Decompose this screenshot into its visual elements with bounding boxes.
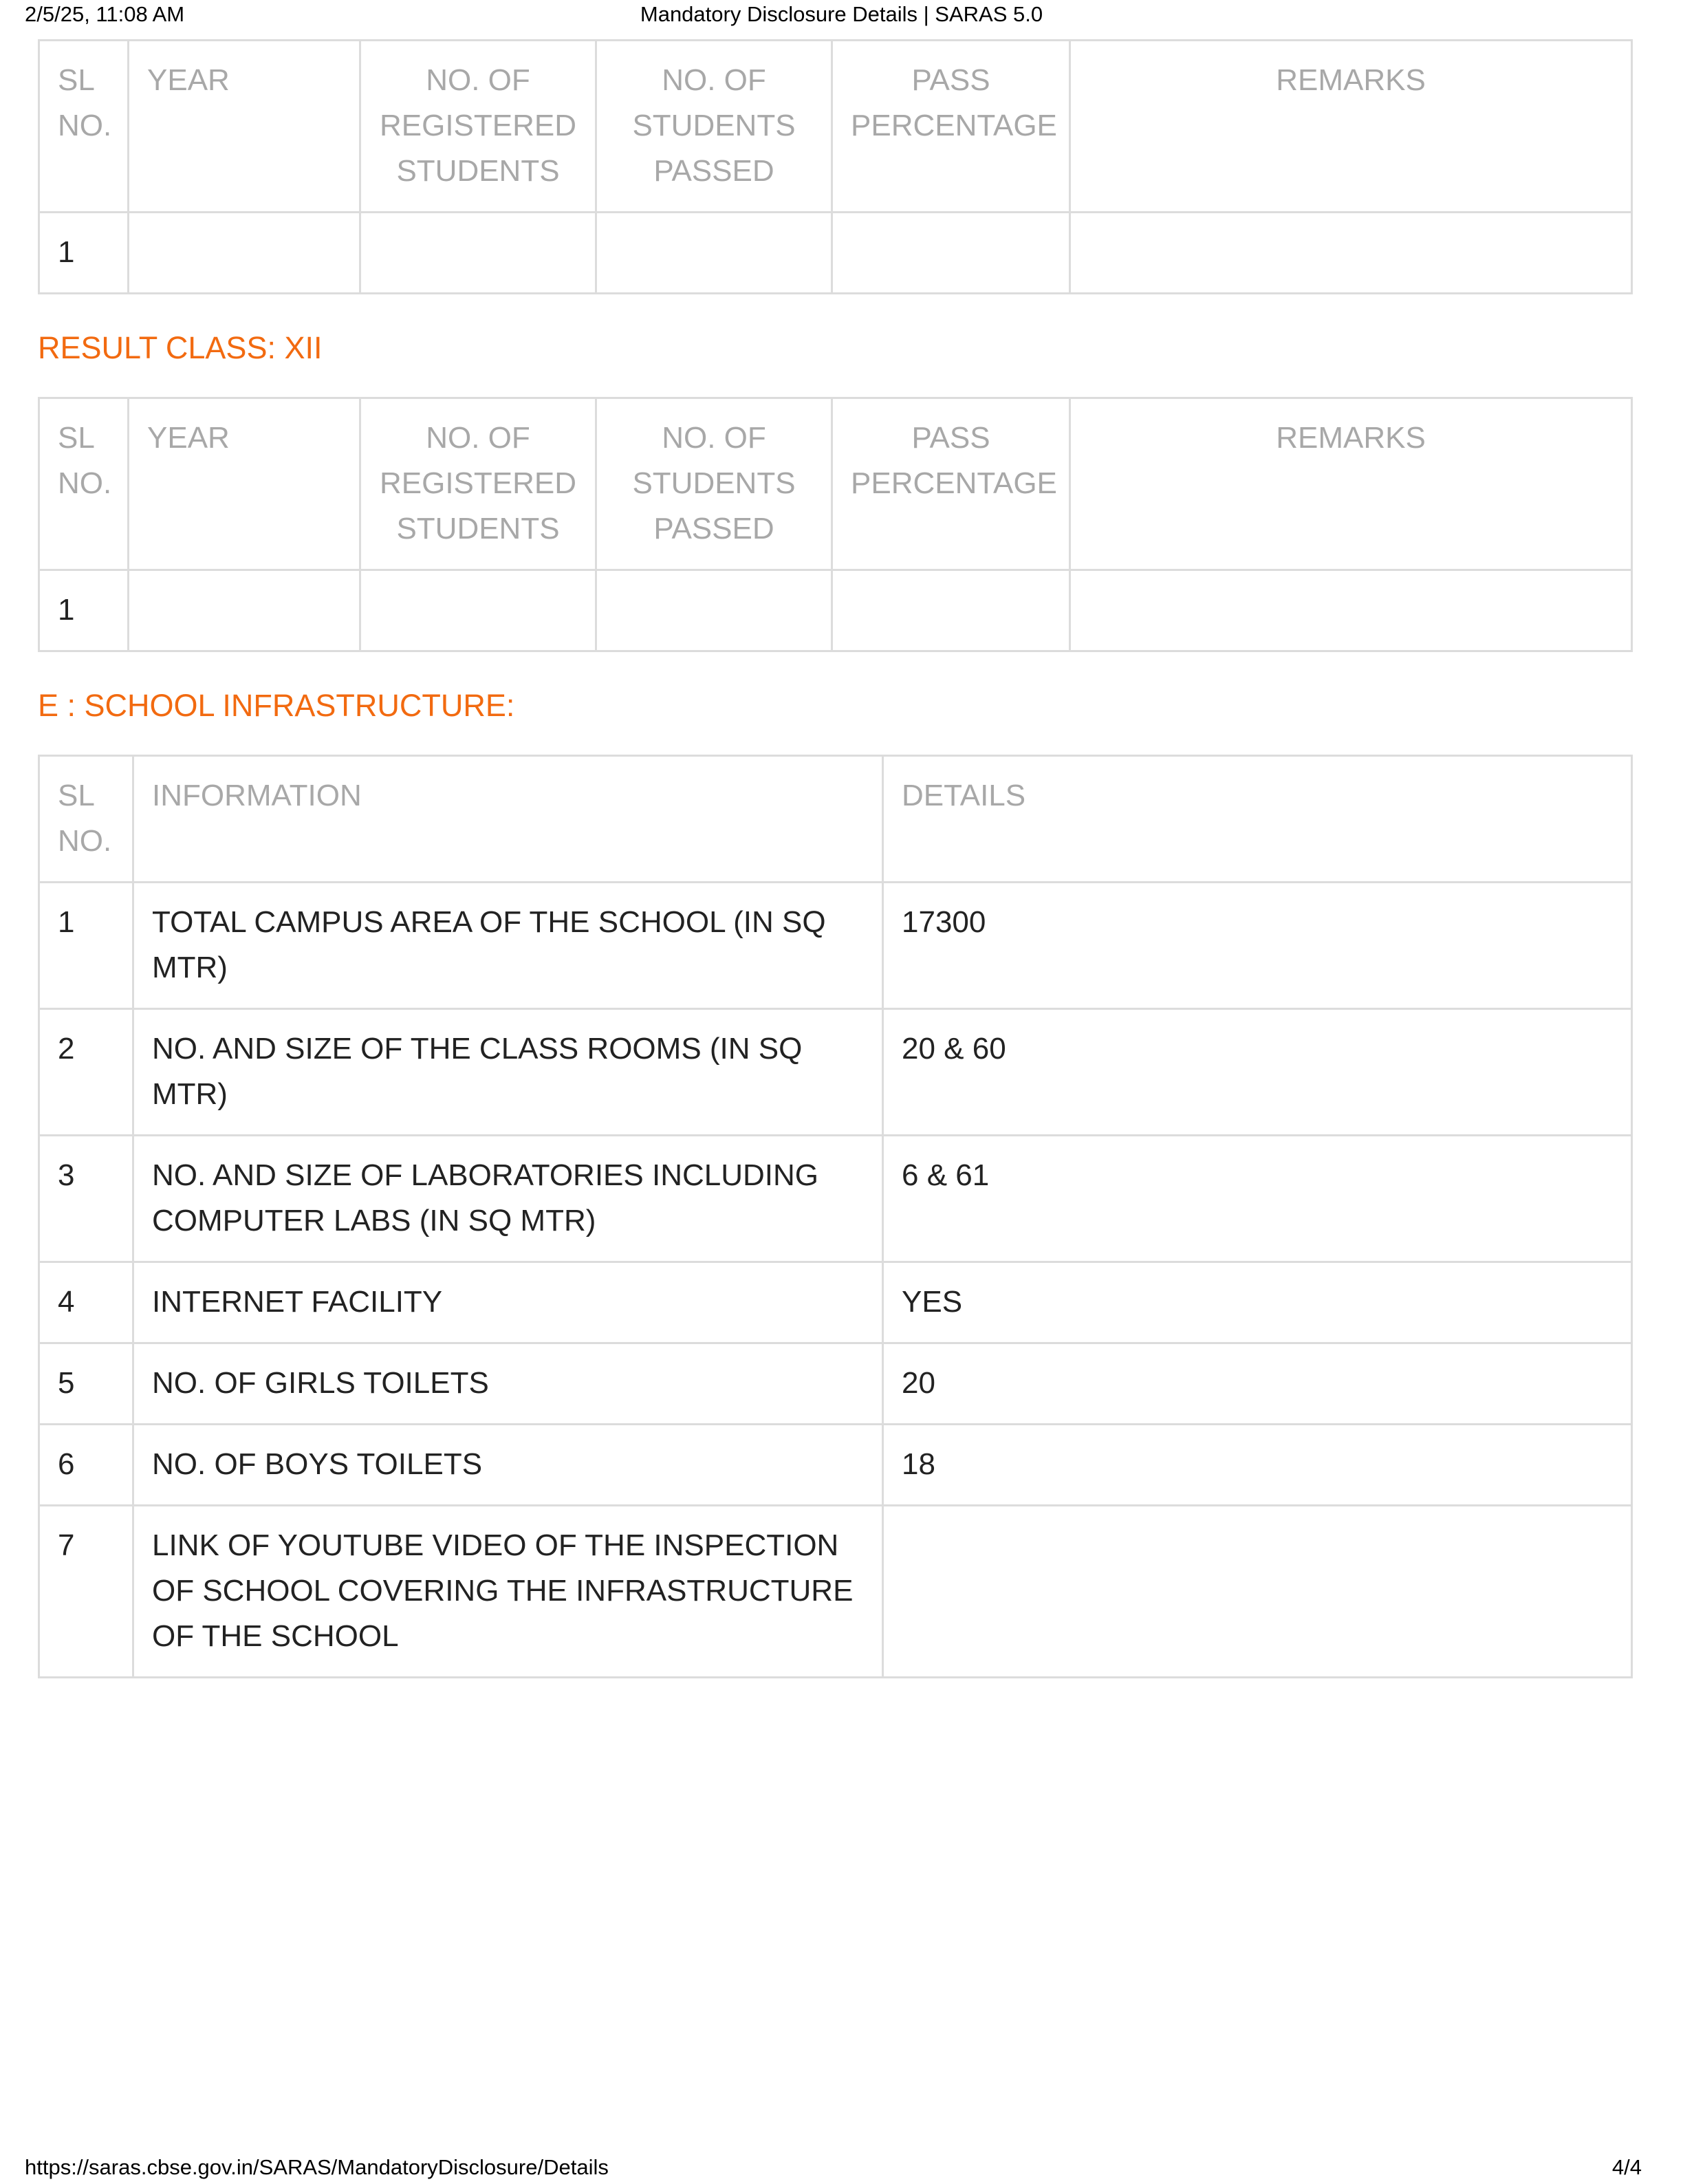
cell-details: 6 & 61: [883, 1136, 1632, 1262]
print-page-title: Mandatory Disclosure Details | SARAS 5.0: [640, 2, 1043, 26]
cell-details: 20 & 60: [883, 1009, 1632, 1136]
col-sl-no: SL NO.: [39, 756, 133, 883]
col-remarks: REMARKS: [1070, 398, 1632, 570]
cell-sl: 2: [39, 1009, 133, 1136]
section-title-school-infrastructure: E : SCHOOL INFRASTRUCTURE:: [38, 688, 515, 723]
cell-sl: 6: [39, 1425, 133, 1506]
print-header: [0, 0, 1683, 33]
table-row: [39, 213, 1632, 294]
print-footer: [0, 2151, 1683, 2184]
col-students-passed: NO. OF STUDENTS PASSED: [596, 41, 832, 213]
cell-passed: [596, 213, 832, 294]
col-information: INFORMATION: [133, 756, 883, 883]
cell-details: 17300: [883, 883, 1632, 1009]
cell-information: INTERNET FACILITY: [133, 1262, 883, 1343]
section-title-result-class-xii: RESULT CLASS: XII: [38, 330, 323, 365]
cell-sl: 1: [39, 883, 133, 1009]
cell-information: LINK OF YOUTUBE VIDEO OF THE INSPECTION OF SCHOOL COVERING THE INFRASTRUCTURE OF THE SCHOOL: [133, 1506, 883, 1678]
cell-pass-percentage: [832, 213, 1070, 294]
table-header-row: [39, 41, 1632, 213]
table-header-row: [39, 756, 1632, 883]
cell-pass-percentage: [832, 570, 1070, 651]
table-row: [39, 883, 1632, 1009]
cell-remarks: [1070, 570, 1632, 651]
table-row: [39, 1136, 1632, 1262]
col-remarks: REMARKS: [1070, 41, 1632, 213]
cell-sl: 1: [39, 570, 129, 651]
cell-year: [129, 213, 360, 294]
cell-registered: [360, 570, 596, 651]
cell-information: NO. AND SIZE OF LABORATORIES INCLUDING COMPUTER LABS (IN SQ MTR): [133, 1136, 883, 1262]
print-url: https://saras.cbse.gov.in/SARAS/MandatoryDisclosure/Details: [25, 2155, 609, 2179]
cell-sl: 7: [39, 1506, 133, 1678]
cell-details: YES: [883, 1262, 1632, 1343]
cell-registered: [360, 213, 596, 294]
cell-details: 18: [883, 1425, 1632, 1506]
cell-information: TOTAL CAMPUS AREA OF THE SCHOOL (IN SQ MTR): [133, 883, 883, 1009]
cell-year: [129, 570, 360, 651]
table-row: [39, 570, 1632, 651]
cell-details: 20: [883, 1343, 1632, 1425]
result-class-xii-table: [38, 397, 1633, 652]
col-pass-percentage: PASS PERCENTAGE: [832, 41, 1070, 213]
col-year: YEAR: [129, 41, 360, 213]
cell-remarks: [1070, 213, 1632, 294]
cell-sl: 3: [39, 1136, 133, 1262]
cell-information: NO. AND SIZE OF THE CLASS ROOMS (IN SQ MTR): [133, 1009, 883, 1136]
cell-sl: 5: [39, 1343, 133, 1425]
cell-sl: 4: [39, 1262, 133, 1343]
print-datetime: 2/5/25, 11:08 AM: [25, 2, 185, 26]
cell-passed: [596, 570, 832, 651]
table-row: [39, 1506, 1632, 1678]
table-row: [39, 1009, 1632, 1136]
cell-details: [883, 1506, 1632, 1678]
table-header-row: [39, 398, 1632, 570]
result-class-x-table: [38, 39, 1633, 294]
cell-information: NO. OF GIRLS TOILETS: [133, 1343, 883, 1425]
cell-information: NO. OF BOYS TOILETS: [133, 1425, 883, 1506]
table-row: [39, 1425, 1632, 1506]
col-pass-percentage: PASS PERCENTAGE: [832, 398, 1070, 570]
col-students-passed: NO. OF STUDENTS PASSED: [596, 398, 832, 570]
school-infrastructure-table: [38, 755, 1633, 1678]
col-year: YEAR: [129, 398, 360, 570]
print-page-number: 4/4: [1611, 2155, 1642, 2179]
table-row: [39, 1343, 1632, 1425]
col-registered-students: NO. OF REGISTERED STUDENTS: [360, 41, 596, 213]
table-row: [39, 1262, 1632, 1343]
col-sl-no: SL NO.: [39, 398, 129, 570]
col-details: DETAILS: [883, 756, 1632, 883]
col-registered-students: NO. OF REGISTERED STUDENTS: [360, 398, 596, 570]
cell-sl: 1: [39, 213, 129, 294]
col-sl-no: SL NO.: [39, 41, 129, 213]
